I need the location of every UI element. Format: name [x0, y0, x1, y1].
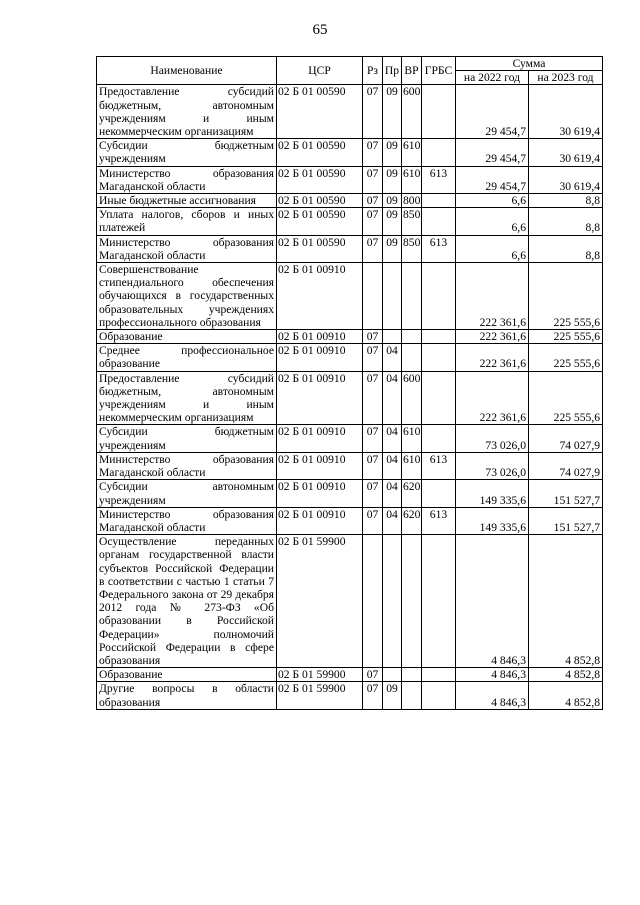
- header-pr: Пр: [383, 57, 402, 85]
- page-number: 65: [312, 22, 328, 38]
- row-vr: 610: [402, 166, 422, 193]
- row-grbs: [422, 263, 456, 330]
- row-grbs: [422, 425, 456, 452]
- row-pr: 04: [383, 425, 402, 452]
- table-row: [97, 507, 603, 534]
- table-row: [97, 263, 603, 330]
- row-rz: 07: [363, 507, 383, 534]
- row-amount-2023: 74 027,9: [529, 425, 603, 452]
- row-csr: 02 Б 01 59900: [277, 535, 363, 668]
- row-vr: [402, 682, 422, 709]
- header-rz: Рз: [363, 57, 383, 85]
- row-vr: 600: [402, 371, 422, 425]
- row-csr: 02 Б 01 00910: [277, 425, 363, 452]
- row-csr: 02 Б 01 00590: [277, 194, 363, 208]
- row-rz: 07: [363, 480, 383, 507]
- row-name: Другие вопросы в области образования: [97, 682, 277, 709]
- row-amount-2023: 4 852,8: [529, 682, 603, 709]
- table-row: [97, 139, 603, 166]
- row-csr: 02 Б 01 59900: [277, 668, 363, 682]
- row-name: Предоставление субсидий бюджетным, автономным учреждениям и иным некоммерческим организациям: [97, 85, 277, 139]
- row-vr: 610: [402, 139, 422, 166]
- row-csr: 02 Б 01 00910: [277, 371, 363, 425]
- table-row: [97, 535, 603, 668]
- table-row: [97, 85, 603, 139]
- row-name: Субсидии автономным учреждениям: [97, 480, 277, 507]
- row-grbs: [422, 371, 456, 425]
- row-amount-2022: 29 454,7: [456, 166, 529, 193]
- row-grbs: [422, 668, 456, 682]
- row-pr: 09: [383, 208, 402, 235]
- row-name: Образование: [97, 668, 277, 682]
- row-grbs: 613: [422, 235, 456, 262]
- row-csr: 02 Б 01 00910: [277, 344, 363, 371]
- row-amount-2022: 222 361,6: [456, 330, 529, 344]
- row-amount-2023: 151 527,7: [529, 507, 603, 534]
- row-amount-2022: 149 335,6: [456, 480, 529, 507]
- row-amount-2022: 73 026,0: [456, 452, 529, 479]
- row-pr: 09: [383, 682, 402, 709]
- row-amount-2023: 30 619,4: [529, 139, 603, 166]
- row-name: Уплата налогов, сборов и иных платежей: [97, 208, 277, 235]
- row-vr: [402, 263, 422, 330]
- header-sum: Сумма: [456, 57, 603, 71]
- row-vr: [402, 330, 422, 344]
- row-amount-2023: 74 027,9: [529, 452, 603, 479]
- row-rz: 07: [363, 235, 383, 262]
- row-pr: [383, 330, 402, 344]
- table-row: [97, 452, 603, 479]
- row-amount-2022: 222 361,6: [456, 371, 529, 425]
- row-csr: 02 Б 01 00910: [277, 452, 363, 479]
- row-csr: 02 Б 01 00590: [277, 85, 363, 139]
- row-pr: 04: [383, 452, 402, 479]
- row-rz: 07: [363, 682, 383, 709]
- row-grbs: 613: [422, 166, 456, 193]
- row-amount-2022: 4 846,3: [456, 668, 529, 682]
- row-amount-2022: 4 846,3: [456, 682, 529, 709]
- row-amount-2023: 4 852,8: [529, 668, 603, 682]
- table-row: [97, 480, 603, 507]
- row-grbs: [422, 208, 456, 235]
- row-vr: 800: [403, 194, 421, 208]
- row-amount-2022: 29 454,7: [456, 85, 529, 139]
- table-row: [97, 344, 603, 371]
- row-amount-2023: 225 555,6: [529, 371, 603, 425]
- row-amount-2022: 222 361,6: [456, 263, 529, 330]
- row-pr: 04: [383, 371, 402, 425]
- row-grbs: [422, 85, 456, 139]
- row-rz: 07: [363, 330, 383, 344]
- row-grbs: [422, 194, 456, 208]
- row-csr: 02 Б 01 59900: [277, 682, 363, 709]
- row-name: Субсидии бюджетным учреждениям: [97, 139, 277, 166]
- row-amount-2023: 225 555,6: [529, 263, 603, 330]
- table-row: [97, 235, 603, 262]
- row-amount-2023: 225 555,6: [529, 344, 603, 371]
- row-amount-2023: 8,8: [529, 194, 603, 208]
- row-vr: 620: [402, 480, 422, 507]
- row-pr: [383, 535, 402, 668]
- header-name: Наименование: [97, 57, 277, 85]
- table-row: [97, 425, 603, 452]
- table-row: [97, 166, 603, 193]
- row-rz: 07: [363, 371, 383, 425]
- header-grbs: ГРБС: [422, 57, 456, 85]
- row-amount-2023: 151 527,7: [529, 480, 603, 507]
- row-name: Министерство образования Магаданской области: [97, 166, 277, 193]
- row-grbs: 613: [422, 452, 456, 479]
- row-csr: 02 Б 01 00910: [277, 507, 363, 534]
- row-grbs: [422, 480, 456, 507]
- row-rz: 07: [363, 344, 383, 371]
- row-name: Осуществление переданных органам государственной власти субъектов Российской Федерации в соответствии с частью 1 статьи 7 Федерального закона от 29 декабря 2012 года № 273-ФЗ «Об образовании в Российской Федерации» полномочий Российской Федерации в сфере образования: [97, 535, 277, 668]
- row-grbs: [422, 344, 456, 371]
- row-name: Образование: [97, 330, 277, 344]
- row-csr: 02 Б 01 00590: [277, 208, 363, 235]
- row-vr: [402, 668, 422, 682]
- row-name: Совершенствование стипендиального обеспечения обучающихся в государственных образовательных учреждениях профессионального образования: [97, 263, 277, 330]
- budget-table: [96, 56, 603, 710]
- row-name: Среднее профессиональное образование: [97, 344, 277, 371]
- table-row: [97, 668, 603, 682]
- row-vr: [402, 344, 422, 371]
- row-grbs: [422, 535, 456, 668]
- row-amount-2022: 73 026,0: [456, 425, 529, 452]
- row-vr: 620: [402, 507, 422, 534]
- row-rz: [363, 263, 383, 330]
- row-vr: 610: [402, 425, 422, 452]
- row-csr: 02 Б 01 00910: [277, 330, 363, 344]
- row-name: Предоставление субсидий бюджетным, автономным учреждениям и иным некоммерческим организациям: [97, 371, 277, 425]
- row-amount-2023: 30 619,4: [529, 166, 603, 193]
- row-amount-2023: 8,8: [529, 235, 603, 262]
- row-name: Субсидии бюджетным учреждениям: [97, 425, 277, 452]
- row-rz: 07: [363, 208, 383, 235]
- table-row: [97, 194, 603, 208]
- header-csr: ЦСР: [277, 57, 363, 85]
- row-csr: 02 Б 01 00590: [277, 235, 363, 262]
- row-amount-2023: 4 852,8: [529, 535, 603, 668]
- row-pr: 04: [383, 480, 402, 507]
- table-row: [97, 208, 603, 235]
- row-amount-2023: 8,8: [529, 208, 603, 235]
- row-pr: 09: [383, 235, 402, 262]
- header-year-2023: на 2023 год: [529, 71, 603, 85]
- row-csr: 02 Б 01 00590: [277, 166, 363, 193]
- row-rz: 07: [363, 668, 383, 682]
- table-row: [97, 330, 603, 344]
- row-name: Министерство образования Магаданской области: [97, 452, 277, 479]
- row-amount-2023: 225 555,6: [529, 330, 603, 344]
- row-amount-2022: 4 846,3: [456, 535, 529, 668]
- row-pr: [383, 668, 402, 682]
- row-grbs: [422, 139, 456, 166]
- row-vr: [402, 535, 422, 668]
- row-rz: 07: [363, 452, 383, 479]
- row-pr: 09: [383, 194, 402, 208]
- row-name: Министерство образования Магаданской области: [97, 507, 277, 534]
- row-grbs: 613: [422, 507, 456, 534]
- row-rz: 07: [363, 425, 383, 452]
- row-grbs: [422, 682, 456, 709]
- header-vr: ВР: [402, 57, 422, 85]
- row-vr: 600: [402, 85, 422, 139]
- row-grbs: [422, 330, 456, 344]
- row-amount-2022: 29 454,7: [456, 139, 529, 166]
- row-rz: 07: [363, 166, 383, 193]
- row-vr: 610: [402, 452, 422, 479]
- row-amount-2022: 149 335,6: [456, 507, 529, 534]
- table-row: [97, 371, 603, 425]
- row-pr: 09: [383, 166, 402, 193]
- row-amount-2022: 6,6: [456, 235, 529, 262]
- row-rz: 07: [363, 85, 383, 139]
- table-row: [97, 682, 603, 709]
- row-name: Иные бюджетные ассигнования: [97, 194, 277, 208]
- row-csr: 02 Б 01 00910: [277, 263, 363, 330]
- row-amount-2023: 30 619,4: [529, 85, 603, 139]
- row-amount-2022: 222 361,6: [456, 344, 529, 371]
- row-name: Министерство образования Магаданской области: [97, 235, 277, 262]
- row-csr: 02 Б 01 00590: [277, 139, 363, 166]
- header-year-2022: на 2022 год: [456, 71, 529, 85]
- row-amount-2022: 6,6: [456, 208, 529, 235]
- row-vr: 850: [402, 208, 422, 235]
- row-pr: 09: [383, 85, 402, 139]
- row-rz: 07: [363, 139, 383, 166]
- row-csr: 02 Б 01 00910: [277, 480, 363, 507]
- row-rz: 07: [363, 194, 383, 208]
- row-rz: [363, 535, 383, 668]
- row-pr: [383, 263, 402, 330]
- row-vr: 850: [402, 235, 422, 262]
- row-amount-2022: 6,6: [456, 194, 529, 208]
- row-pr: 04: [383, 507, 402, 534]
- row-pr: 04: [383, 344, 402, 371]
- row-pr: 09: [383, 139, 402, 166]
- table-body: [97, 85, 603, 709]
